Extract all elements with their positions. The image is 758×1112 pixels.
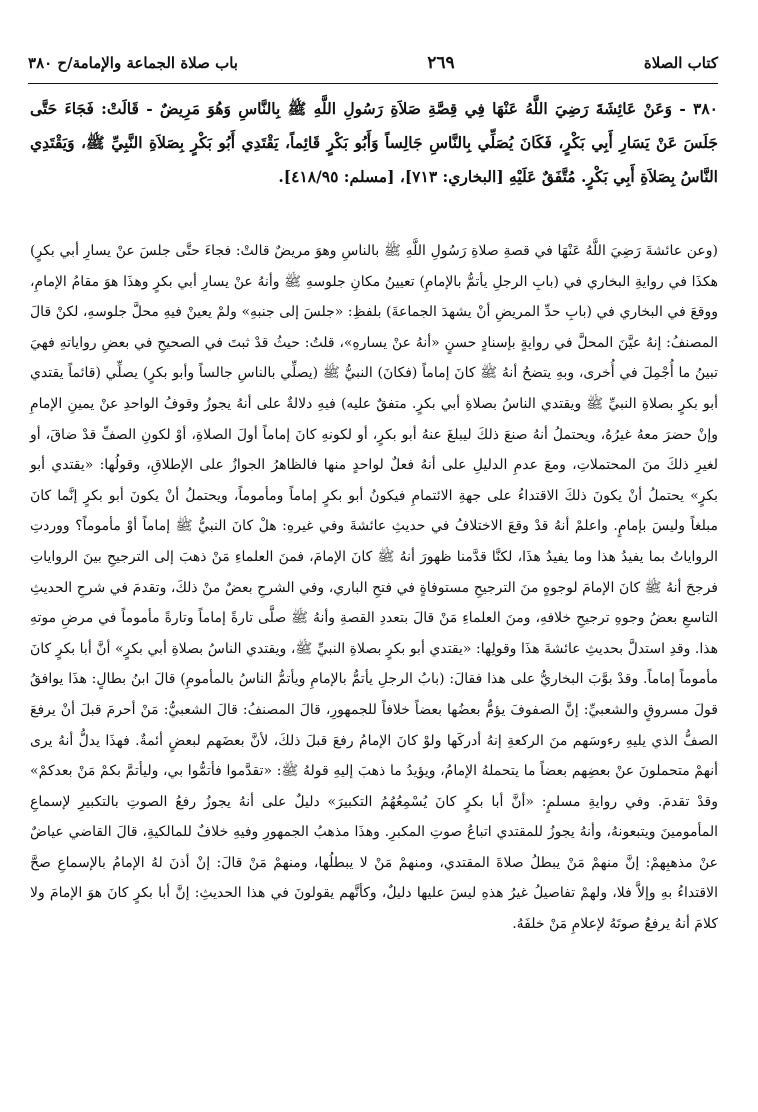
book-title: كتاب الصلاة xyxy=(643,54,718,72)
commentary-block xyxy=(30,236,718,940)
hadith-text-block xyxy=(30,92,718,194)
header-divider xyxy=(28,83,718,84)
chapter-title: باب صلاة الجماعة والإمامة/ح ٣٨٠ xyxy=(28,54,238,72)
page-number: ٢٦٩ xyxy=(427,53,455,73)
running-header xyxy=(28,48,718,78)
hadith-text: وَعَنْ عَائِشَةَ رَضِيَ اللَّهُ عَنْهَا فِي قِصَّةِ صَلاَةِ رَسُولِ اللَّهِ ﷺ بِالنَّاسِ وَهُوَ مَرِيضٌ - قَالَتْ: فَجَاءَ حَتَّى جَلَسَ عَنْ يَسَارِ أَبِي بَكْرٍ، فَكَانَ يُصَلِّي بِالنَّاسِ جَالِساً وَأَبُو بَكْرٍ قَائِماً، يَقْتَدِي أَبُو بَكْرٍ بِصَلاَةِ النَّبِيِّ ﷺ، وَيَقْتَدِي النَّاسُ بِصَلاَةِ أَبِي بَكْرٍ. مُتَّفَقٌ عَلَيْهِ [البخاري: ٧١٣]، [مسلم: ٤١٨/٩٥]. xyxy=(30,99,718,186)
hadith-number: ٣٨٠ - xyxy=(679,99,718,118)
commentary-text: (وعن عائشةَ رَضِيَ اللَّهُ عَنْهَا في قصةِ صلاةِ رَسُولِ اللَّهِ ﷺ بالناسِ وهوَ مريضٌ قالتْ: فجاءَ حتَّى جلسَ عنْ يسارِ أبي بكرٍ) هكذَا في روايةِ البخاري في (بابِ الرجلِ يأتمُّ بالإمامِ) تعيينُ مكانِ جلوسهِ ﷺ وأنهُ عنْ يسارِ أبي بكرٍ وهذَا هوَ مقامُ الإمامِ، ووقعَ في البخاري في (بابِ حدِّ المريضِ أنْ يشهدَ الجماعةَ) بلفظِ: «جلسَ إلى جنبهِ» ولمْ يعينْ فيهِ محلَّ جلوسهِ، لكنْ قالَ المصنفُ: إنهُ عيَّنَ المحلَّ في روايةٍ بإسنادٍ حسنٍ «أنهُ عنْ يسارهِ»، قلتُ: حيثُ قدْ ثبتَ في الصحيحِ في بعضِ رواياتهِ فهيَ تبينُ ما أُجْمِلَ في أُخرى، وبهِ يتضحُ أنهُ ﷺ كانَ إماماً (فكانَ) النبيُّ ﷺ (يصلِّي بالناسِ جالساً وأبو بكرٍ) يصلِّي (قائماً يقتدي أبو بكرٍ بصلاةِ النبيِّ ﷺ ويقتدي الناسُ بصلاةِ أبي بكرٍ. متفقٌ عليه) فيهِ دلالةٌ على أنهُ يجوزُ وقوفُ الواحدِ عنْ يمينِ الإمامِ وإنْ حضرَ معهُ غيرُهُ، ويحتملُ أنهُ صنعَ ذلكَ ليبلغَ عنهُ أبو بكرٍ، أو لكونهِ كانَ إماماً أولَ الصلاةِ، أوْ لكونِ الصفِّ قدْ ضاقَ، أو لغيرِ ذلكَ منَ المحتملاتِ، ومعَ عدمِ الدليلِ على أنهُ فعلٌ لواحدٍ منها فالظاهرُ الجوازُ على الإطلاقِ، وقولُها: «يقتدي أبو بكرٍ» يحتملُ أنْ يكونَ ذلكَ الاقتداءُ على جهةِ الائتمامِ فيكونُ أبو بكرٍ إماماً ومأموماً، ويحتملُ أنْ يكونَ أبو بكرٍ إنَّما كانَ مبلغاً وليسَ بإمامٍ. واعلمْ أنهُ قدْ وقعَ الاختلافُ في حديثِ عائشةَ وفي غيرهِ: هلْ كانَ النبيُّ ﷺ إماماً أوْ مأموماً؟ ووردتِ الرواياتُ بما يفيدُ هذا وما يفيدُ هذَا، لكنَّا قدَّمنا ظهورَ أنهُ ﷺ كانَ الإمامَ، فمنَ العلماءِ مَنْ ذهبَ إلى الترجيحِ بينَ الرواياتِ فرجحَ أنهُ ﷺ كانَ الإمامَ لوجوهٍ منَ الترجيحِ مستوفاةٍ في فتحِ الباري، وفي الشرحِ بعضٌ منْ ذلكَ، وتقدمَ في شرحِ الحديثِ التاسعِ بعضُ وجوهِ ترجيحِ خلافهِ، ومنَ العلماءِ مَنْ قالَ بتعددِ القصةِ وأنهُ ﷺ صلَّى تارةً إماماً وتارةً مأموماً في مرضِ موتهِ هذا. وقدِ استدلَّ بحديثِ عائشةَ هذَا وقولِها: «يقتدي أبو بكرٍ بصلاةِ النبيِّ ﷺ، ويقتدي الناسُ بصلاةِ أبي بكرٍ» أنَّ أبا بكرٍ كانَ مأموماً إماماً. وقدْ بوَّبَ البخاريُّ على هذا فقالَ: (بابُ الرجلِ يأتمُّ بالإمامِ ويأتمُّ الناسُ بالمأمومِ) قالَ ابنُ بطالٍ: هذَا يوافقُ قولَ مسروقٍ والشعبيِّ: إنَّ الصفوفَ يؤمُّ بعضُها بعضاً خلافاً للجمهورِ، قالَ المصنفُ: قالَ الشعبيُّ: مَنْ أحرمَ قبلَ أنْ يرفعَ الصفُّ الذي يليهِ رءوسَهم منَ الركعةِ إنهُ أدركَها ولوْ كانَ الإمامُ رفعَ قبلَ ذلكَ، لأنَّ بعضَهم لبعضٍ أئمةٌ. فهذَا يدلُّ أنهُ يرى أنهمْ متحملونَ عنْ بعضِهم بعضاً ما يتحملهُ الإمامُ، ويؤيدُ ما ذهبَ إليهِ قولهُ ﷺ: «تقدَّموا فأتمُّوا بي، وليأتمَّ بكمْ مَنْ بعدكمْ» وقدْ تقدمَ. وفي روايةِ مسلمٍ: «أنَّ أبا بكرٍ كانَ يُسْمِعُهُمُ التكبيرَ» دليلٌ على أنهُ يجوزُ رفعُ الصوتِ بالتكبيرِ لإسماعِ المأمومينَ ويتبعونهُ، وأنهُ يجوزُ للمقتدي اتباعُ صوتِ المكبرِ. وهذَا مذهبُ الجمهورِ وفيهِ خلافٌ للمالكيةِ، قالَ القاضي عياضٌ عنْ مذهبِهمْ: إنَّ منهمْ مَنْ يبطلُ صلاةَ المقتدي، ومنهمْ مَنْ لا يبطلُها، ومنهمْ مَنْ قالَ: إنْ أذنَ لهُ الإمامُ بالإسماعِ صحَّ الاقتداءُ بهِ وإلاَّ فلا، ولهمْ تفاصيلُ غيرُ هذهِ ليسَ عليها دليلٌ، وكأنَّهم يقولونَ في هذا الحديثِ: إنَّ أبا بكرٍ كانَ هوَ الإمامَ ولا كلامَ أنهُ يرفعُ صوتَهُ لإعلامِ مَنْ خلفَهُ. xyxy=(30,243,718,933)
